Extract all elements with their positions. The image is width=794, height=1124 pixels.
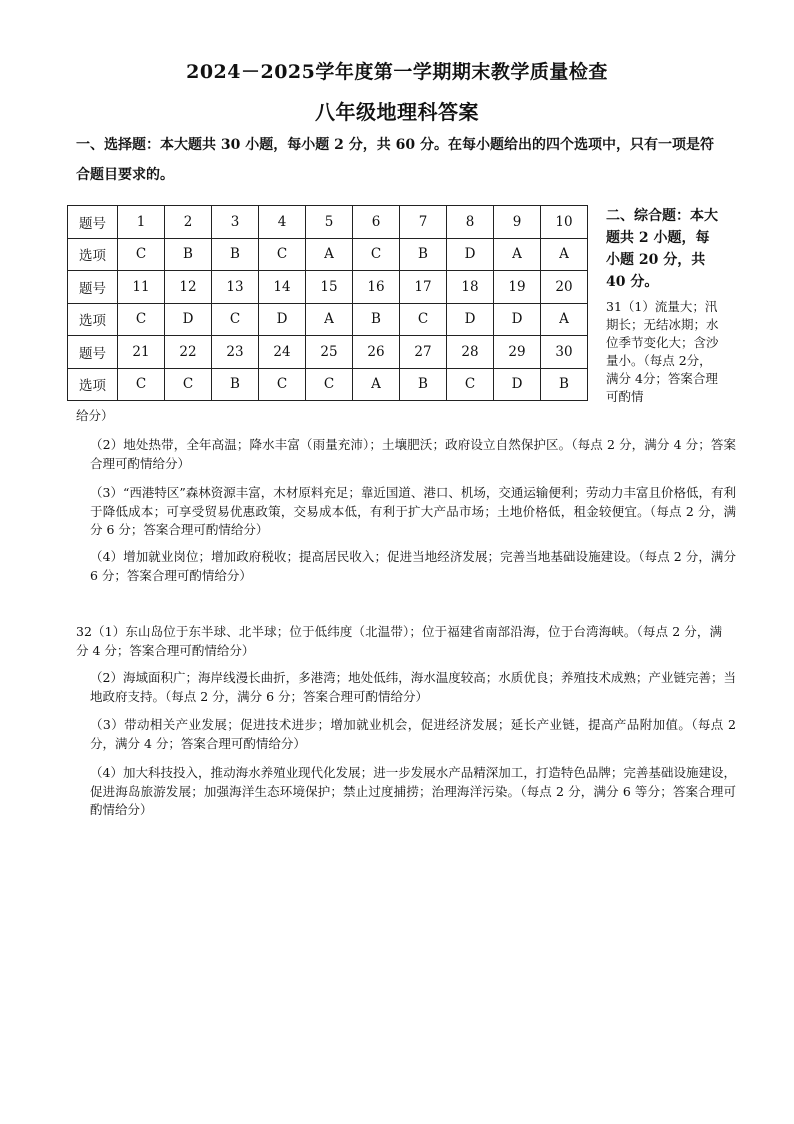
answer-table-cell: D	[165, 303, 212, 336]
answer-table-cell: 17	[400, 271, 447, 304]
answer-table-row-header: 选项	[68, 368, 118, 401]
answer-table-cell: C	[118, 368, 165, 401]
answer-table	[67, 205, 588, 401]
answer-table-cell: 24	[259, 336, 306, 369]
answer-table-cell: D	[447, 238, 494, 271]
answer-table-cell: 30	[541, 336, 588, 369]
answer-table-cell: C	[212, 303, 259, 336]
answer-table-row-header: 题号	[68, 206, 118, 239]
answer-table-row	[68, 271, 588, 304]
exam-title: 2024－2025学年度第一学期期末教学质量检查	[186, 61, 608, 83]
answer-table-row	[68, 336, 588, 369]
answer-table-row	[68, 206, 588, 239]
answer-table-cell: 6	[353, 206, 400, 239]
answer-table-cell: 16	[353, 271, 400, 304]
q31-part4: （4）增加就业岗位；增加政府税收；提高居民收入；促进当地经济发展；完善当地基础设施建设。（每点 2 分，满分 6 分；答案合理可酌情给分）	[90, 549, 736, 583]
answer-subtitle: 八年级地理科答案	[315, 100, 479, 124]
answer-table-row-header: 选项	[68, 303, 118, 336]
answer-table-row	[68, 368, 588, 401]
answer-table-cell: D	[447, 303, 494, 336]
answer-table-cell: 22	[165, 336, 212, 369]
q32-part3: （3）带动相关产业发展；促进技术进步；增加就业机会，促进经济发展；延长产业链，提高产品附加值。（每点 2 分，满分 4 分；答案合理可酌情给分）	[90, 717, 736, 751]
answer-table-cell: 28	[447, 336, 494, 369]
answer-table-cell: D	[494, 303, 541, 336]
answer-table-cell: C	[118, 303, 165, 336]
answer-table-cell: A	[306, 303, 353, 336]
answer-table-cell: 15	[306, 271, 353, 304]
answer-table-row	[68, 303, 588, 336]
answer-table-cell: C	[165, 368, 212, 401]
answer-table-cell: B	[541, 368, 588, 401]
answer-table-cell: 10	[541, 206, 588, 239]
answer-table-cell: 4	[259, 206, 306, 239]
q31-part1-side-text: 31（1）流量大；汛期长；无结冰期；水位季节变化大；含沙量小。（每点 2分，满分 4分；答案合理可酌情	[606, 299, 719, 404]
answer-table-cell: A	[353, 368, 400, 401]
answer-table-row-header: 选项	[68, 238, 118, 271]
answer-table-cell: 1	[118, 206, 165, 239]
answer-table-cell: A	[306, 238, 353, 271]
q31-part2: （2）地处热带，全年高温；降水丰富（雨量充沛）；土壤肥沃；政府设立自然保护区。（每点 2 分，满分 4 分；答案合理可酌情给分）	[90, 437, 736, 471]
answer-table-cell: 27	[400, 336, 447, 369]
section1-heading: 一、选择题：本大题共 30 小题，每小题 2 分，共 60 分。在每小题给出的四个选项中，只有一项是符合题目要求的。	[76, 137, 714, 183]
answer-table-cell: 18	[447, 271, 494, 304]
answer-table-cell: C	[118, 238, 165, 271]
answer-table-cell: D	[259, 303, 306, 336]
answer-table-cell: B	[212, 238, 259, 271]
answer-table-cell: D	[494, 368, 541, 401]
answer-table-row-header: 题号	[68, 271, 118, 304]
answer-table-cell: B	[400, 238, 447, 271]
answer-table-cell: 3	[212, 206, 259, 239]
answer-table-cell: 12	[165, 271, 212, 304]
answer-table-cell: C	[306, 368, 353, 401]
q31-part1-continuation: 给分）	[76, 408, 114, 423]
answer-table-cell: 20	[541, 271, 588, 304]
answer-table-row	[68, 238, 588, 271]
answer-table-cell: 2	[165, 206, 212, 239]
answer-table-cell: 9	[494, 206, 541, 239]
q32-part4: （4）加大科技投入，推动海水养殖业现代化发展；进一步发展水产品精深加工，打造特色品牌；完善基础设施建设，促进海岛旅游发展；加强海洋生态环境保护；禁止过度捕捞；治理海洋污染。（每点 2 分，满分 6 等分；答案合理可酌情给分）	[90, 765, 736, 817]
answer-table-cell: 11	[118, 271, 165, 304]
answer-table-cell: 21	[118, 336, 165, 369]
answer-table-row-header: 题号	[68, 336, 118, 369]
answer-table-cell: 19	[494, 271, 541, 304]
answer-table-cell: C	[259, 368, 306, 401]
answer-table-cell: 29	[494, 336, 541, 369]
answer-table-cell: C	[353, 238, 400, 271]
answer-table-cell: 7	[400, 206, 447, 239]
answer-table-cell: B	[400, 368, 447, 401]
q31-part3: （3）“西港特区”森林资源丰富，木材原料充足；靠近国道、港口、机场，交通运输便利；劳动力丰富且价格低，有利于降低成本；可享受贸易优惠政策，交易成本低，有利于扩大产品市场；土地价格低，租金较便宜。（每点 2 分，满分 6 分；答案合理可酌情给分）	[90, 485, 736, 537]
answer-table-cell: 14	[259, 271, 306, 304]
answer-table-cell: 26	[353, 336, 400, 369]
answer-table-cell: 8	[447, 206, 494, 239]
answer-table-cell: C	[447, 368, 494, 401]
answer-table-cell: 25	[306, 336, 353, 369]
answer-table-cell: B	[165, 238, 212, 271]
section2-heading: 二、综合题：本大题共 2 小题，每小题 20 分，共 40 分。	[606, 208, 718, 290]
answer-table-cell: 23	[212, 336, 259, 369]
answer-table-cell: C	[259, 238, 306, 271]
answer-table-cell: 13	[212, 271, 259, 304]
answer-table-cell: B	[353, 303, 400, 336]
answer-table-cell: A	[494, 238, 541, 271]
q32-part1: 32（1）东山岛位于东半球、北半球；位于低纬度（北温带）；位于福建省南部沿海，位于台湾海峡。（每点 2 分，满分 4 分；答案合理可酌情给分）	[76, 624, 722, 658]
q32-part2: （2）海域面积广；海岸线漫长曲折，多港湾；地处低纬，海水温度较高；水质优良；养殖技术成熟；产业链完善；当地政府支持。（每点 2 分，满分 6 分；答案合理可酌情给分）	[90, 670, 736, 704]
answer-table-cell: 5	[306, 206, 353, 239]
answer-table-cell: A	[541, 303, 588, 336]
answer-table-cell: B	[212, 368, 259, 401]
answer-table-cell: A	[541, 238, 588, 271]
answer-table-cell: C	[400, 303, 447, 336]
